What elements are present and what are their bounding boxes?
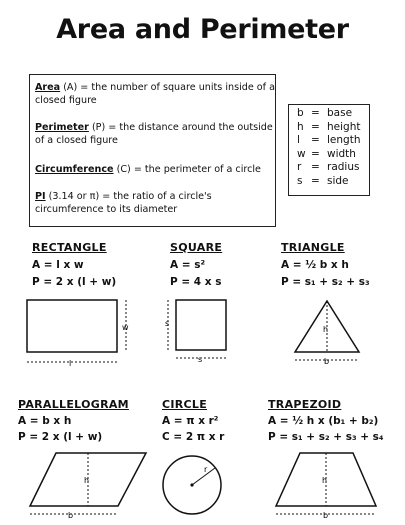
parallelogram-perimeter-formula: P = 2 x (l + w) <box>18 431 103 443</box>
circle-area-formula: A = π x r² <box>162 415 219 427</box>
page-title: Area and Perimeter <box>56 14 349 45</box>
var-row: r = radius <box>297 161 360 173</box>
parallelogram-b-label: b <box>68 511 74 520</box>
circle-r-label: r <box>204 465 208 474</box>
trapezoid-b-label: b <box>323 511 329 520</box>
triangle-h-label: h <box>323 325 329 334</box>
definition-pi: PI (3.14 or π) = the ratio of a circle's circumference to its diameter <box>35 191 212 215</box>
triangle-perimeter-formula: P = s₁ + s₂ + s₃ <box>281 276 370 288</box>
square-area-formula: A = s² <box>170 259 206 271</box>
rectangle-w-label: w <box>122 323 129 332</box>
var-row: w = width <box>297 147 356 160</box>
square-title: SQUARE <box>170 241 223 254</box>
rectangle-diagram <box>22 292 142 372</box>
parallelogram-h-label: h <box>84 476 90 485</box>
rectangle-area-formula: A = l x w <box>32 259 84 271</box>
circle-diagram <box>158 448 238 522</box>
square-perimeter-formula: P = 4 x s <box>170 276 222 288</box>
triangle-diagram <box>290 296 370 368</box>
variables-list <box>297 107 360 188</box>
rectangle-l-label: l <box>69 359 72 368</box>
circle-title: CIRCLE <box>162 398 208 411</box>
parallelogram-title: PARALLELOGRAM <box>18 398 129 411</box>
square-s-left-label: s <box>165 319 170 328</box>
circle-perimeter-formula: C = 2 π x r <box>162 431 225 443</box>
square-s-bottom-label: s <box>198 355 203 364</box>
trapezoid-diagram <box>268 448 388 522</box>
rectangle-perimeter-formula: P = 2 x (l + w) <box>32 276 117 288</box>
triangle-title: TRIANGLE <box>281 241 345 254</box>
var-row: s = side <box>297 174 349 187</box>
triangle-area-formula: A = ½ b x h <box>281 259 349 271</box>
square-diagram <box>160 292 240 372</box>
var-row: h = height <box>297 120 361 133</box>
triangle-b-label: b <box>324 357 330 366</box>
trapezoid-perimeter-formula: P = s₁ + s₂ + s₃ + s₄ <box>268 431 384 443</box>
definition-area: Area (A) = the number of square units inside of a closed figure <box>35 82 275 106</box>
definition-perimeter: Perimeter (P) = the distance around the outside of a closed figure <box>35 122 273 146</box>
trapezoid-h-label: h <box>322 476 328 485</box>
var-row: l = length <box>297 134 361 146</box>
definition-circumference: Circumference (C) = the perimeter of a circle <box>35 164 261 175</box>
parallelogram-diagram <box>28 448 158 522</box>
trapezoid-area-formula: A = ½ h x (b₁ + b₂) <box>268 415 379 427</box>
trapezoid-title: TRAPEZOID <box>268 398 342 411</box>
rectangle-title: RECTANGLE <box>32 241 107 254</box>
parallelogram-area-formula: A = b x h <box>18 415 72 427</box>
var-row: b = base <box>297 107 353 119</box>
